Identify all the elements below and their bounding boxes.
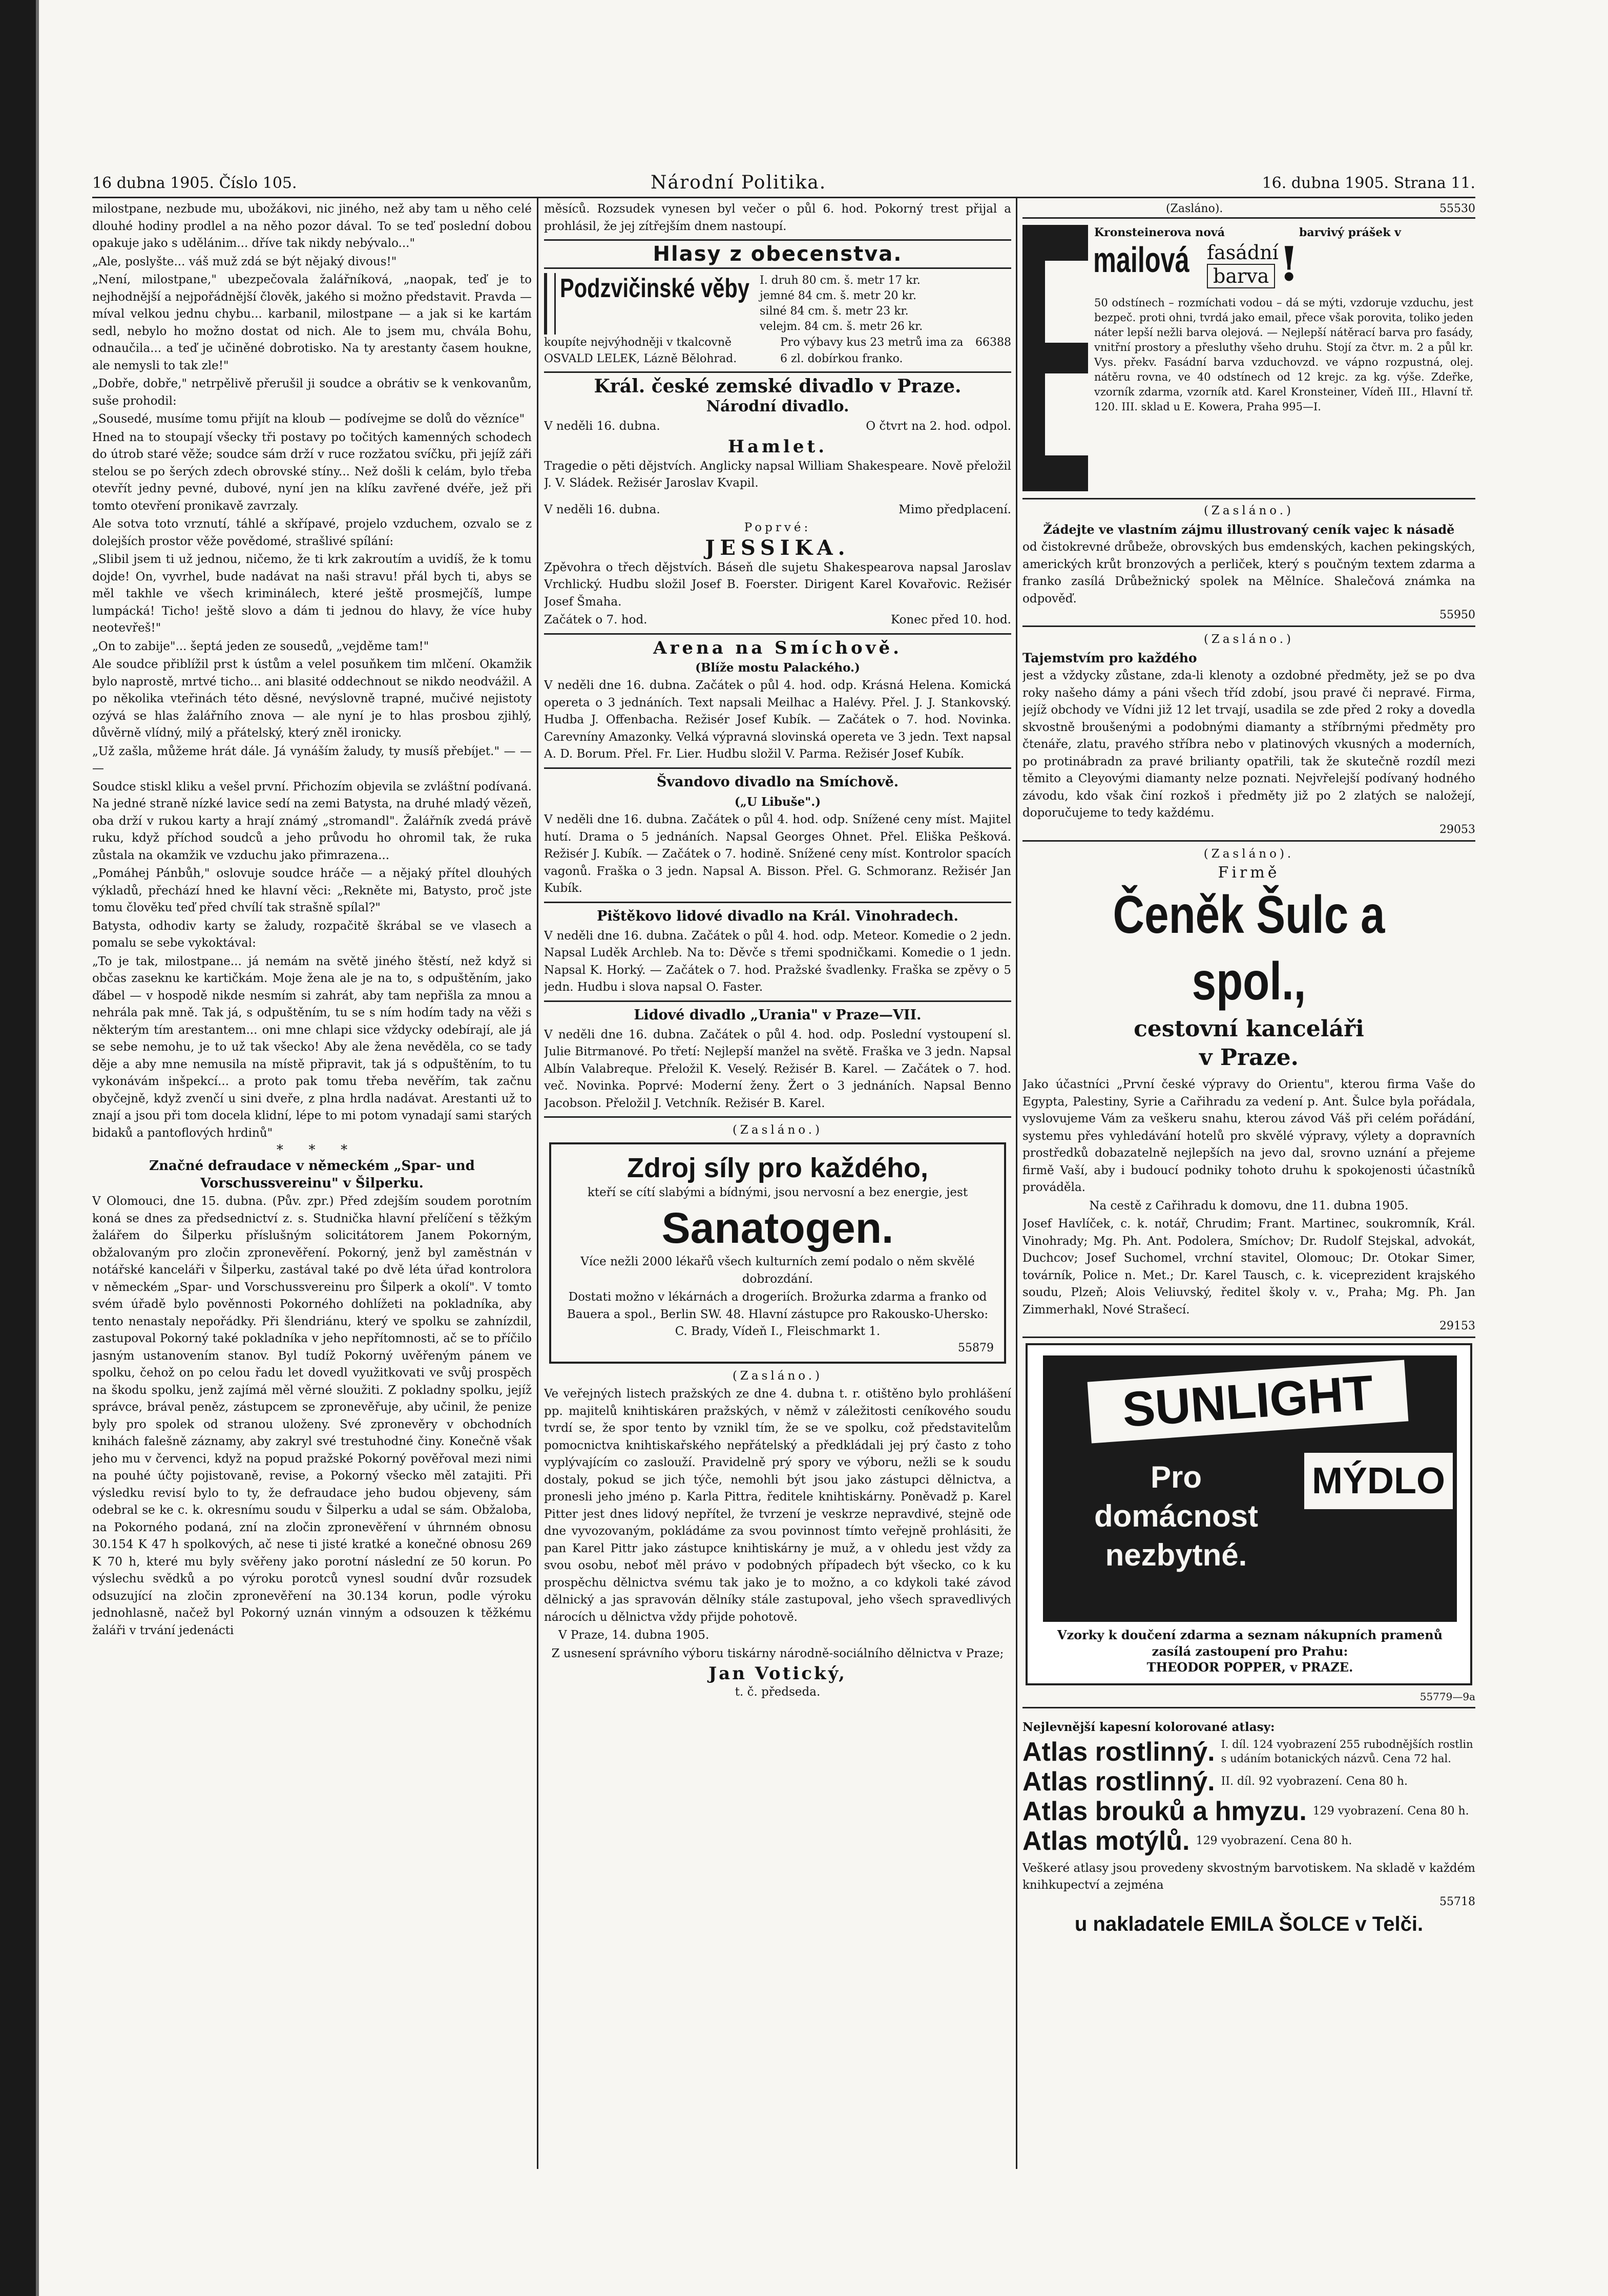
theater-program: V neděli dne 16. dubna. Začátek o půl 4. hod. odp. Poslední vystoupení sl. Julie Bitrmanové. Po třetí: Nejlepší manžel na světě. Fraška ve 3 jedn. Napsal Albín Valabreque. Přeložil K. Veselý. Režisér B. Karel. — Začátek o 7. hod. več. Novinka. Poprvé: Moderní ženy. Žert o 3 jednáních. Napsal Benno Jacobson. Přeložil J. Vetchník. Režisér B. Karel.: [544, 1028, 1011, 1110]
newspaper-title: Národní Politika.: [651, 172, 827, 193]
divider: [544, 767, 1011, 769]
atlas-head: Nejlevnější kapesní kolorované atlasy:: [1022, 1720, 1275, 1734]
program-row: [544, 418, 1011, 435]
story-paragraph: milostpane, nezbude mu, ubožákovi, nic jiného, než aby tam u něho celé dlouhé hodiny prodlel a na něho pozor dával. To se teď poslední dobou opakuje jako s udělánim... dříve tak nikdy nebývalo...": [92, 202, 532, 250]
section-divider-stars: * * *: [276, 1142, 348, 1158]
play-description: Zpěvohra o třech dějstvích. Báseň dle sujetu Shakespearova napsal Jaroslav Vrchlický. Hudbu složil Josef B. Foerster. Dirigent Karel Kovařovic. Režisér Josef Šmaha.: [544, 560, 1011, 609]
cenek-text: Jako účastníci „První české výpravy do Orientu", kterou firma Vaše do Egypta, Palestiny, Syrie a Cařihradu za vedení p. Ant. Šulce byla pořádala, vyslovujeme Vám za veškeru snahu, kterou závod Váš při celém pořádání, systemu přes vyhledávání hotelů pro skvělé výpravy, výlety a dopravních prostředků dobazatelně nejlepších na jevo dal, srovno uznání a přejeme firmě Vaší, aby i budoucí podniky tohoto druhu k spokojenosti účastníků prováděla.: [1022, 1078, 1475, 1194]
sanatogen-text: Více nežli 2000 lékařů všech kulturních zemí podalo o něm skvělé dobrozdání.: [580, 1255, 975, 1286]
story-paragraph: „Slibil jsem ti už jednou, ničemo, že ti krk zakroutím a uvidíš, že k tomu dojde! On, vyvrhel, bude nadávat na naši stravu! přál bych ti, abys se měl takhle ve všech kriminálech, které ještě prosmejčíš, lumpe lumpácká! Ticho! ještě slovo a dám ti jednou do hlavy, že více huby neotevřeš!": [92, 553, 532, 635]
divider: [544, 239, 1011, 241]
sunlight-text: Vzorky k doučení zdarma a seznam nákupních pramenů zasílá zastoupení pro Prahu:: [1057, 1627, 1443, 1659]
header-date-right: 16. dubna 1905. Strana 11.: [1262, 174, 1475, 192]
drubez-text: od čistokrevné drůbeže, obrovských bus emdenských, kachen pekingských, amerických krůt bronzových a perliček, který s poučným textem zdarma a franko zasílá Drůbežnický spolek na Mělníce. Shalečová známka na odpověď.: [1022, 540, 1475, 606]
program-time: O čtvrt na 2. hod. odpol.: [866, 420, 1011, 433]
atlas-desc: I. díl. 124 vyobrazení 255 rubodnějších rostlin s udáním botanických názvů. Cena 72 hal.: [1221, 1738, 1473, 1765]
zaslano-label: (Zasláno.): [1203, 633, 1294, 646]
sunlight-slogan: Pro domácnost nezbytné.: [1094, 1460, 1259, 1572]
page-header: [92, 174, 1475, 197]
atlas-row: [1022, 1797, 1475, 1826]
article-end: měsíců. Rozsudek vynesen byl večer o půl 6. hod. Pokorný trest přijal a prohlásil, že jej zítřejším dnem nastoupí.: [544, 202, 1011, 233]
header-rule: [92, 197, 1475, 198]
zaslano-label: (Zasláno).: [1203, 847, 1294, 861]
kronstein-text: 50 odstínech – rozmíchati vodou – dá se mýti, vzdoruje vzduchu, jest bezpeč. proti ohni, tvrdá jako email, přece však porovita, toliko jeden náter lepší nežli barva olejová. — Nejlepší nátěrací barva pro fasády, vnitřní prostory a přesluthy všeho druhu. Stojí za čtvr. m. 2 a půl kr. Vys. překv. Fasádní barva vzduchovzd. ve vápno rozpustná, olej. nátěru rovna, ve 40 odstínech od 12 krejc. za kg. výše. Zdeřke, vzorník zdarma, vzorník atd. Karel Kronsteiner, Vídeň III., Hlavní tř. 120. III. sklad u E. Kowera, Praha 995—I.: [1094, 297, 1473, 413]
story-paragraph: „Dobře, dobře," netrpělivě přerušil ji soudce a obrátiv se k venkovanům, suše prohodil:: [92, 377, 532, 408]
scan-edge: [0, 0, 36, 2296]
divider: [544, 902, 1011, 903]
zaslano-label: (Zasláno.): [732, 1369, 823, 1383]
cenek-date: Na cestě z Cařihradu k domovu, dne 11. dubna 1905.: [1089, 1199, 1409, 1213]
play-description: Tragedie o pěti dějstvích. Anglicky napsal William Shakespeare. Nově přeložil J. V. Sládek. Režisér Jaroslav Kvapil.: [544, 459, 1011, 490]
divider: [544, 633, 1011, 635]
story-paragraph: „To je tak, milostpane... já nemám na světě jiného štěstí, než když si občas zaseknu ke kartičkám. Moje žena ale je na to, s odpuštěním, jako ďábel — v hospodě nikde nesmím si zahrát, aby tam nepřišla za mnou a nehrála pak mně. Tak já, s odpuštěním, tu se s ním hodím tady na věži s některým tím arestantem... oni mne chlapi sice vždycky odebírají, ale já se sebe nemohu, je to už tak všecko! Aby ale žena nevěděla, co se tady děje a aby mne nemusila na místě připravit, tak já s odpuštěním, to tu vykonávám inšpekcí... a proto pak tomu třeba nevěřím, tak začnu obyčejně, když zvenčí u sini dveře, z plna hrdla nadávat. Arestanti už to znají a jsou při tom docela klidní, lépe to mi potom vynadají sami starých bidaků a pantoflových hrdinů": [92, 954, 532, 1140]
story-paragraph: Ale soudce přiblížil prst k ústům a velel posuňkem tim mlčení. Okamžik bylo naprostě, mrtvé ticho... ani blasité oddechnout se nikdo neodvážil. A po několika vteřinách této děsné, nevýslovně trapné, mučivé nejistoty ozývá se hlas žalářního znova — ale nyní je to hlas prosbou zjihlý, důvěrně vlídný, milý a přátelský, který zněl ironicky.: [92, 658, 532, 740]
podzim-ad: [544, 273, 1011, 335]
theater-subtitle: Národní divadlo.: [706, 398, 849, 415]
program-end: Konec před 10. hod.: [891, 613, 1011, 627]
kronstein-ad: [1022, 217, 1475, 499]
story-paragraph: Batysta, odhodiv karty se žaludy, rozpačitě škrábal se ve vlasech a pomalu se sebe vykoktával:: [92, 919, 532, 950]
story-paragraph: „Už zašla, můžeme hrát dále. Já vynáším žaludy, ty musíš přebíjet." — — —: [92, 744, 532, 775]
sanatogen-brand: Sanatogen.: [661, 1204, 894, 1252]
price-row: jemné 84 cm. š. metr 20 kr.: [760, 289, 916, 302]
kronstein-head2: barvivý prášek v: [1299, 226, 1401, 239]
article-body: V Olomouci, dne 15. dubna. (Pův. zpr.) Před zdejším soudem porotním koná se dnes za předsednictví z. s. Studnička hlavní přelíčení s těžkým žalářem do Šilperku příslušným solicitátorem Janem Pokorným, obžalovaným pro zločin zpronevěření. Pokorný, jenž byl zaměstnán v notářské kanceláři v Šilperku, zastával také po dvě léta úřad kontrolora v německém „Spar- und Vorschussvereinu pro Šilperk a okolí". V tomto svém úřadě bylo pověnnosti Pokorného dohlížeti na pokladníka, aby tento nenastaly nepořádky. Při šlendriánu, který ve spolku se zahnízdil, zastupoval Pokorný také pokladníka v jeho nepřítomnosti, ač se to příčilo jasným ustanovením stanov. Byl tudíž Pokorný uvěřeným pánem ve spolku, čehož on po celou řadu let dovedl využitkovati ve svůj prospěch na škodu spolku, jenž zajímá měl věrné sloužiti. Z pokladny spolku, jejíž správce, brával peněz, zástupcem se zpronevěřuje, aby učinil, že penize byly pro spolek od stranou uloženy. Své zpronevěry v obchodních knihách falešně záznamy, aby zakryl své trestuhodné činy. Konečně však jeho mu v červenci, když na popud pražské Pokorný pověřoval mezi nimi na pouhé účty pojistovaně, revise, a Pokorný všecko měl zatajiti. Při výsledku revisí bylo to ty, že defraudace jeho budou objeveny, sám odebral se ke c. k. okresnímu soudu v Šilperku a udal se sám. Obžaloba, na Pokorného podaná, zní na zločin zpronevěření v úhrnném obnosu 30.154 K 47 h spolkových, ač nese ti jisté kratké a konečné obnosu 269 K 70 h, které mu byly svěřeny jako porotní následní ze 50 korun. Po výslechu svědků a po výroku porotců vynesl soudní dvůr rozsudek odsuzující na zločin zpronevěření na 30.134 korun, podle výroku jednohlasně, načež byl Pokorný uznán vinným a odsouzen k těžkému žaláři v trvání jedenácti: [92, 1195, 532, 1637]
atlas-text: Veškeré atlasy jsou provedeny skvostným barvotiskem. Na skladě v každém knihkupectví a zejména: [1022, 1861, 1475, 1892]
cenek-signers: Josef Havlíček, c. k. notář, Chrudim; Frant. Martinec, soukromník, Král. Vinohrady; Mg. Ph. Ant. Podolera, Smíchov; Dr. Rudolf Stejskal, advokát, Duchcov; Josef Suchomel, vrchní stavitel, Olomouc; Dr. Otokar Simer, továrník, Police n. Met.; Dr. Karel Tausch, c. k. viceprezident krajského soudu, Plzeň; Alois Veliuvský, ředitel školy v. v., Praha; Mg. Ph. Jan Zimmerhakl, Nové Strašecí.: [1022, 1217, 1475, 1317]
atlas-row: [1022, 1826, 1475, 1856]
podzim-footer: [544, 335, 1011, 367]
solc-publisher: u nakladatele EMILA ŠOLCE v Telči.: [1074, 1912, 1424, 1935]
theater-program: V neděli dne 16. dubna. Začátek o půl 4. hod. odp. Krásná Helena. Komická opereta o 3 jednáních. Text napsali Meilhac a Halévy. Přel. J. J. Stankovský. Hudba J. Offenbacha. Režisér Josef Kubík. — Začátek o 7. hod. Novinka. Carevníny Amazonky. Velká výpravná slovinská opereta ve 3 jedn. Text napsal A. D. Borum. Přel. Fr. Lier. Hudbu složil V. Parma. Režisér Josef Kubík.: [544, 679, 1011, 761]
program-row: [544, 612, 1011, 629]
price-row: silné 84 cm. š. metr 23 kr.: [760, 305, 909, 318]
sanatogen-sub: kteří se cítí slabými a bídnými, jsou nervosní a bez energie, jest: [587, 1185, 968, 1199]
barva-word: barva: [1207, 264, 1275, 288]
story-paragraph: Ale sotva toto vrznutí, táhlé a skřípavé, projelo vzduchem, ozvalo se z dolejších prostor věže povědomé, strašlivé spílání:: [92, 517, 532, 548]
mydlo-word: MÝDLO: [1304, 1453, 1453, 1509]
sanatogen-headline: Zdroj síly pro každého,: [627, 1152, 929, 1183]
ad-code: 55530: [1439, 202, 1475, 215]
podzim-title: Podzvičinské věby: [560, 274, 749, 303]
stripe-icon: [544, 273, 556, 335]
signature-role: t. č. předseda.: [735, 1685, 821, 1699]
story-paragraph: „Pomáhej Pánbůh," oslovuje soudce hráče — a nějaký přítel dlouhých výkladů, přechází hned ke hlavní věci: „Rekněte mi, Batysto, proč jste tomu člověku teď před chvílí tak strašně spílal?": [92, 867, 532, 914]
theater-subtitle: („U Libuše".): [734, 795, 821, 809]
exclamation: !: [1279, 236, 1300, 291]
theater-title: Švandovo divadlo na Smíchově.: [656, 774, 899, 790]
column-rule-2: [1016, 197, 1017, 2169]
story-paragraph: „Není, milostpane," ubezpečovala žalářníková, „naopak, teď je to nejhodnější a nejpořádnější člověk, jakého si možno představit. Pravda — míval velkou jednu chybu... karbanil, milostpane — a jak si ke kartám sedl, nebylo ho možno dostat od nich. Ale to jsem mu, chvála Bohu, odnaučila... a teď je učiněné dobrotisko. Na ty arestanty časem houkne, ale nemysli to tak zle!": [92, 273, 532, 372]
drubez-title: Žádejte ve vlastním zájmu illustrovaný ceník vajec k násadě: [1043, 521, 1455, 537]
header-date-left: 16 dubna 1905. Číslo 105.: [92, 174, 297, 192]
cestovni-label: cestovní kanceláři: [1134, 1016, 1364, 1042]
kronstein-head: Kronsteinerova nová: [1094, 226, 1225, 239]
play-title: JESSIKA.: [705, 535, 850, 560]
firma-label: Firmě: [1218, 864, 1280, 882]
podzim-prices: [760, 273, 923, 335]
theater-program: V neděli dne 16. dubna. Začátek o půl 4. hod. odp. Snížené ceny míst. Majitel hutí. Drama o 5 jednáních. Napsal Georges Ohnet. Přel. Eliška Pešková. Režisér J. Kubík. — Začátek o 7. hodině. Snížené ceny míst. Kontrolor spacích vagonů. Fraška o 3 jedn. Napsal A. Bisson. Přel. G. Schmoranz. Režisér Jan Kubík.: [544, 813, 1011, 895]
program-date: V neděli 16. dubna.: [544, 420, 660, 433]
price-row: I. druh 80 cm. š. metr 17 kr.: [760, 274, 921, 287]
atlas-row: [1022, 1767, 1475, 1797]
article-headline: Značné defraudace v německém „Spar- und Vorschussvereinu" v Šilperku.: [149, 1158, 475, 1191]
divider: [544, 1000, 1011, 1002]
theater-title: Arena na Smíchově.: [653, 637, 902, 658]
story-paragraph: Soudce stiskl kliku a vešel první. Přichozím objevila se zvláštní podívaná. Na jedné straně nízké lavice sedí na zemi Batysta, na druhé mladý vězeň, oba drží v rukou karty a hrají známý „stromandl". Žalářník zvedá právě ruku, když příchod soudců a jeho průvodu ho ohromil tak, že ruka zůstala na okamžik ve vzduchu jako přimrazena...: [92, 780, 532, 862]
divider: [1022, 625, 1475, 627]
sunlight-ad: [1026, 1343, 1472, 1685]
theater-program: V neděli dne 16. dubna. Začátek o půl 4. hod. odp. Meteor. Komedie o 2 jedn. Napsal Luděk Archleb. Na to: Děvče s třemi spodničkami. Komedie o 1 jedn. Napsal K. Horký. — Začátek o 7. hod. Pražské švadlenky. Fraška se zpěvy o 5 jedn. Hudbu i slova napsal O. Faster.: [544, 929, 1011, 994]
podzim-offer: Pro výbavy kus 23 metrů ima za 6 zl. dobírkou franko.: [780, 336, 964, 365]
zaslano-label: (Zasláno).: [1166, 202, 1223, 215]
zaslano-label: (Zasláno.): [732, 1123, 823, 1137]
atlas-title: Atlas motýlů.: [1022, 1826, 1190, 1856]
theater-title: Lidové divadlo „Urania" v Praze—VII.: [634, 1007, 922, 1023]
atlas-desc: 129 vyobrazení. Cena 80 h.: [1312, 1805, 1469, 1818]
tajemstvi-text: jest a vždycky zůstane, zda-li klenoty a ozdobné předměty, jež se po dva roky našeho dámy a páni všech tříd zdobí, jsou pravé či nepravé. Firma, jejíž obchody ve Vídni již 12 let trvají, usadila se zde před 2 roky a dovedla skvostně broušenými a podobnými diamanty a stříbrnými předměty pro čtenáře, zlatu, pravého stříbra nebo v platinových vkusných a moderních, po protinábradn za pravé brilianty opatřili, tak že skutečně rozdíl mezi těmito a Cleyovými diamanty nelze poznati. Nejvřelejší podívaný hodného závodu, kdo však činí rozkoš i předměty již po 2 zlatých se naložejí, doporučujeme to tedy každému.: [1022, 669, 1475, 820]
tajemstvi-title: Tajemstvím pro každého: [1022, 650, 1197, 665]
atlas-title: Atlas rostlinný.: [1022, 1737, 1215, 1767]
divider: [1022, 1707, 1475, 1708]
sanatogen-ad: [549, 1142, 1006, 1364]
premiere-label: Poprvé:: [744, 521, 811, 534]
ad-code: 29053: [1439, 823, 1475, 836]
ad-code: 55779—9a: [1419, 1690, 1475, 1703]
divider: [1022, 1337, 1475, 1338]
divider: [1022, 840, 1475, 842]
atlas-row: [1022, 1737, 1475, 1767]
ad-code: 55879: [958, 1341, 994, 1354]
atlas-desc: 129 vyobrazení. Cena 80 h.: [1196, 1834, 1352, 1847]
program-note: Mimo předplacení.: [899, 503, 1011, 516]
scan-edge-shadow: [36, 0, 39, 2296]
play-title: Hamlet.: [727, 436, 828, 457]
sanatogen-text: Dostati možno v lékárnách a drogeriích. Brožurka zdarma a franko od Bauera a spol., Berlin SW. 48. Hlavní zástupce pro Rakousko-Uhersko: C. Brady, Vídeň I., Fleischmarkt 1.: [567, 1290, 989, 1338]
podzim-address: koupíte nejvýhodněji v tkalcovně OSVALD LELEK, Lázně Bělohrad.: [544, 336, 737, 365]
divider: [544, 267, 1011, 269]
ad-code: 66388: [975, 336, 1011, 349]
divider: [544, 371, 1011, 373]
price-row: velejm. 84 cm. š. metr 26 kr.: [760, 320, 923, 333]
program-row: [544, 502, 1011, 519]
letter-e-block: [1022, 225, 1088, 491]
divider: [544, 1116, 1011, 1118]
atlas-desc: II. díl. 92 vyobrazení. Cena 80 h.: [1221, 1775, 1408, 1788]
story-paragraph: Hned na to stoupají všecky tři postavy po točitých kamenných schodech do útrob staré věže; soudce sám drží v ruce rozžatou svíčku, při jejíž záři stelou se po šerých zdech obrovské stíny... Než došli k celám, bylo třeba otevřít jedny pevné, dubové, nyní jen na klíku zavřené dvéře, jež při tomto otevření pronikavě zavrzaly.: [92, 430, 532, 513]
fasadni-word: fasádní: [1207, 241, 1279, 264]
atlas-title: Atlas brouků a hmyzu.: [1022, 1796, 1307, 1826]
section-heading: Hlasy z obecenstva.: [653, 242, 903, 266]
ad-code: 29153: [1439, 1320, 1475, 1332]
vpraze-label: v Praze.: [1199, 1045, 1299, 1071]
statement-date: V Praze, 14. dubna 1905.: [558, 1629, 709, 1642]
signature: Jan Votický,: [708, 1663, 847, 1684]
sunlight-brand: SUNLIGHT: [1088, 1360, 1409, 1444]
mailova-word: mailová: [1093, 240, 1189, 280]
zaslano-label: (Zasláno.): [1203, 504, 1294, 517]
story-paragraph: „Sousedé, musíme tomu přijít na kloub — podívejme se dolů do vězníce": [92, 412, 525, 426]
column-3: [1022, 201, 1475, 2173]
ad-code: 55950: [1439, 609, 1475, 621]
column-2: [544, 201, 1011, 2173]
sunlight-rep: THEODOR POPPER, v PRAZE.: [1146, 1660, 1353, 1675]
theater-title: Král. české zemské divadlo v Praze.: [594, 375, 962, 397]
ad-code: 55718: [1439, 1895, 1475, 1908]
story-paragraph: „On to zabije"... šeptá jeden ze sousedů, „vejděme tam!": [92, 639, 429, 653]
program-start: Začátek o 7. hod.: [544, 613, 648, 627]
atlas-title: Atlas rostlinný.: [1022, 1766, 1215, 1797]
cenek-sulc-brand: Čeněk Šulc a spol.,: [1113, 885, 1385, 1011]
story-paragraph: „Ale, poslyšte... váš muž zdá se být nějaký divous!": [92, 255, 397, 268]
theater-subtitle: (Blíže mostu Palackého.): [695, 660, 860, 675]
statement-signers: Z usnesení správního výboru tiskárny národně-sociálního dělnictva v Praze;: [551, 1646, 1004, 1660]
zaslano-row: [1022, 201, 1475, 217]
column-1: [92, 201, 532, 2173]
column-rule-1: [537, 197, 538, 2169]
program-date: V neděli 16. dubna.: [544, 503, 660, 516]
statement-text: Ve veřejných listech pražských ze dne 4. dubna t. r. otištěno bylo prohlášení pp. majitelů knihtiskáren pražských, v němž v záležitosti ceníkového soudu tvrdí se, že spor tento by vznikl tím, že se ve spolku, což představitelům pomocnictva knihtiskařského nepřátelský a předkládali jej prý často z toho vyplývajícím co zaslouží. Pravidelně prý spory ve výboru, nežli se k soudu dostaly, pokud se jich týče, nemohli být jsou jako zástupci dělnictva, a pronesli jeho jméno p. Karla Pittra, ředitele knihtiskárny. Poněvadž p. Karel Pitter jest dnes lidový nepřítel, že tvrzení je veskrze nepravdivé, stejně ode dne vyvozovaným, pokládáme za svou povinnost tímto veřejně prohlásiti, že pan Karel Pittr jako zástupce knihtiskárny je muž, a v ohledu jest vždy za svou osobu, neboť měl právo v podobných případech být všecko, co k ku prospěchu dělnictva svému tak jako je to možno, a co kdykoli také závod dělnický a jas spravován dělníky stále zastupoval, jeho všech spravedlivých nárocích u dělnictva vždy přijde pohotově.: [544, 1387, 1011, 1624]
theater-title: Pištěkovo lidové divadlo na Král. Vinohradech.: [597, 908, 958, 924]
